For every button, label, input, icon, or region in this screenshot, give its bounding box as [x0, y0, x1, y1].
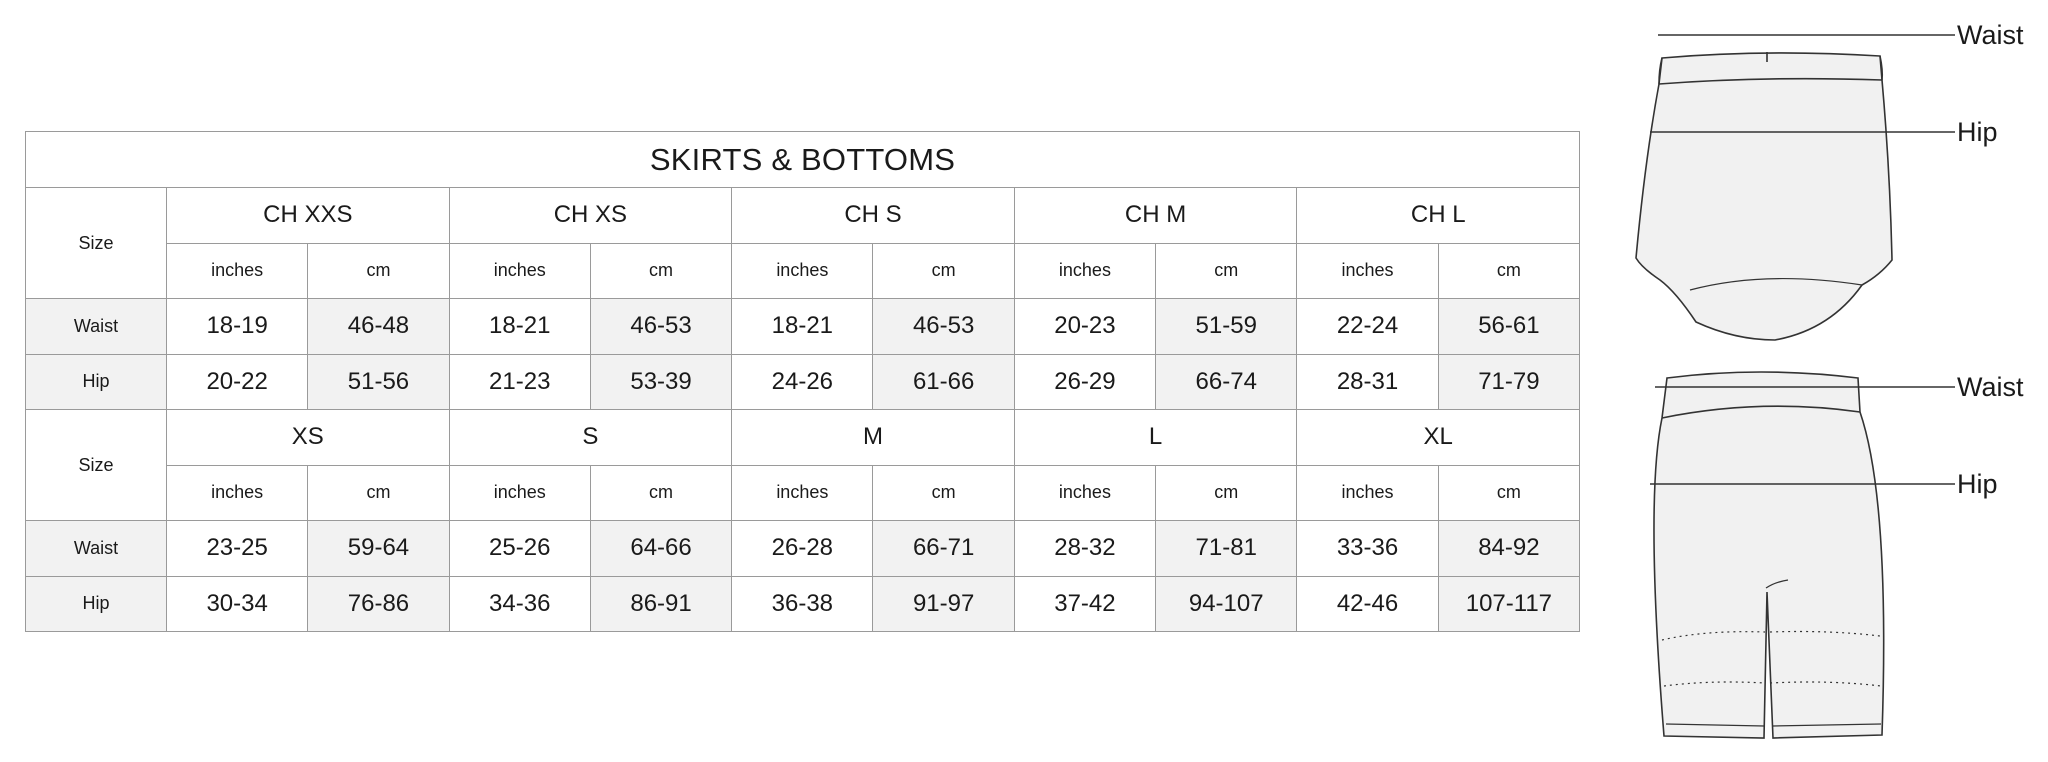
skirt-waist-label: Waist — [1957, 20, 2024, 50]
measurement-value: 71-79 — [1438, 354, 1579, 410]
measurement-value: 26-28 — [732, 521, 873, 577]
unit-header: cm — [873, 465, 1014, 521]
measurement-value: 25-26 — [449, 521, 590, 577]
measurement-value: 46-53 — [873, 299, 1014, 355]
measurement-value: 20-22 — [167, 354, 308, 410]
size-group-header: XS — [167, 410, 450, 466]
unit-header: inches — [167, 243, 308, 299]
measurement-value: 76-86 — [308, 576, 449, 632]
measurement-value: 30-34 — [167, 576, 308, 632]
measurement-value: 56-61 — [1438, 299, 1579, 355]
unit-header: inches — [732, 243, 873, 299]
unit-header: cm — [1156, 243, 1297, 299]
measurement-value: 61-66 — [873, 354, 1014, 410]
skirt-body — [1636, 53, 1892, 340]
measurement-value: 42-46 — [1297, 576, 1438, 632]
measurement-value: 71-81 — [1156, 521, 1297, 577]
measurement-value: 66-71 — [873, 521, 1014, 577]
size-group-header: CH L — [1297, 188, 1580, 244]
unit-header: cm — [1156, 465, 1297, 521]
measurement-value: 64-66 — [590, 521, 731, 577]
title-row — [26, 132, 1580, 188]
measurement-value: 53-39 — [590, 354, 731, 410]
unit-header: cm — [1438, 465, 1579, 521]
skirt-drawing — [1636, 52, 1892, 340]
table-title: SKIRTS & BOTTOMS — [26, 132, 1580, 188]
size-group-header: CH XS — [449, 188, 732, 244]
unit-header: cm — [308, 243, 449, 299]
unit-header: inches — [1014, 465, 1155, 521]
unit-header-row — [26, 465, 1580, 521]
size-group-header-row — [26, 188, 1580, 244]
unit-header: inches — [449, 465, 590, 521]
measurement-value: 46-53 — [590, 299, 731, 355]
shorts-drawing — [1654, 372, 1884, 738]
measurement-value: 51-59 — [1156, 299, 1297, 355]
measurement-label: Hip — [26, 354, 167, 410]
size-group-header: CH S — [732, 188, 1015, 244]
measurement-value: 84-92 — [1438, 521, 1579, 577]
unit-header: inches — [1297, 243, 1438, 299]
unit-header: inches — [1014, 243, 1155, 299]
size-header-cell: Size — [26, 188, 167, 299]
measurement-value: 66-74 — [1156, 354, 1297, 410]
measurement-value: 33-36 — [1297, 521, 1438, 577]
table-row — [26, 521, 1580, 577]
unit-header: cm — [1438, 243, 1579, 299]
size-chart-table — [25, 131, 1580, 632]
table-row — [26, 354, 1580, 410]
size-group-header: S — [449, 410, 732, 466]
measurement-value: 24-26 — [732, 354, 873, 410]
measurement-label: Waist — [26, 299, 167, 355]
measurement-value: 91-97 — [873, 576, 1014, 632]
size-group-header: XL — [1297, 410, 1580, 466]
shorts-hip-label: Hip — [1957, 469, 1998, 499]
unit-header: inches — [449, 243, 590, 299]
measurement-value: 59-64 — [308, 521, 449, 577]
measurement-value: 22-24 — [1297, 299, 1438, 355]
measurement-value: 18-19 — [167, 299, 308, 355]
measurement-value: 107-117 — [1438, 576, 1579, 632]
unit-header: inches — [1297, 465, 1438, 521]
measurement-value: 37-42 — [1014, 576, 1155, 632]
size-group-header: CH M — [1014, 188, 1297, 244]
size-group-header: M — [732, 410, 1015, 466]
measurement-value: 34-36 — [449, 576, 590, 632]
size-group-header: L — [1014, 410, 1297, 466]
unit-header: inches — [732, 465, 873, 521]
measurement-value: 28-32 — [1014, 521, 1155, 577]
measurement-value: 94-107 — [1156, 576, 1297, 632]
measurement-value: 23-25 — [167, 521, 308, 577]
table-row — [26, 576, 1580, 632]
unit-header-row — [26, 243, 1580, 299]
unit-header: cm — [590, 465, 731, 521]
measurement-value: 20-23 — [1014, 299, 1155, 355]
shorts-waist-label: Waist — [1957, 372, 2024, 402]
unit-header: cm — [308, 465, 449, 521]
measurement-value: 86-91 — [590, 576, 731, 632]
measurement-value: 18-21 — [449, 299, 590, 355]
size-header-cell: Size — [26, 410, 167, 521]
measurement-value: 21-23 — [449, 354, 590, 410]
measurement-label: Waist — [26, 521, 167, 577]
unit-header: inches — [167, 465, 308, 521]
measurement-value: 51-56 — [308, 354, 449, 410]
size-group-header-row — [26, 410, 1580, 466]
skirt-hip-label: Hip — [1957, 117, 1998, 147]
measurement-value: 46-48 — [308, 299, 449, 355]
table-row — [26, 299, 1580, 355]
unit-header: cm — [590, 243, 731, 299]
measurement-value: 18-21 — [732, 299, 873, 355]
measurement-value: 28-31 — [1297, 354, 1438, 410]
size-group-header: CH XXS — [167, 188, 450, 244]
measurement-value: 26-29 — [1014, 354, 1155, 410]
measurement-label: Hip — [26, 576, 167, 632]
unit-header: cm — [873, 243, 1014, 299]
measurement-value: 36-38 — [732, 576, 873, 632]
